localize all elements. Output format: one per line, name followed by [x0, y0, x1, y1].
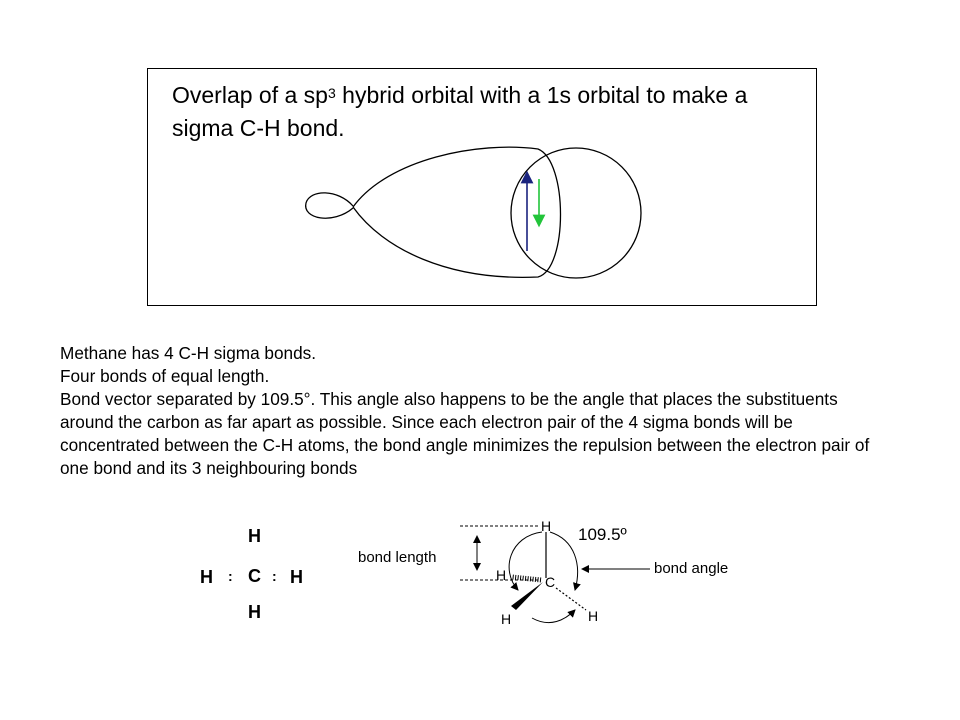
geometry-h-bottom-left: H — [501, 611, 512, 627]
angle-arrow-bottom — [532, 610, 575, 623]
angle-arrow-top-left — [509, 532, 542, 590]
title-superscript: 3 — [327, 85, 336, 101]
lewis-right-h: H — [290, 567, 303, 587]
lewis-left-h: H — [200, 567, 213, 587]
lewis-top-h: H — [248, 526, 261, 546]
lewis-left-bond-dots: : — [228, 568, 232, 584]
geometry-h-bottom-right: H — [588, 608, 599, 624]
explanation-line1: Methane has 4 C-H sigma bonds. — [60, 343, 317, 363]
bond-c-h-wedge — [511, 582, 543, 610]
explanation-paragraph: Bond vector separated by 109.5°. This angle also happens to be the angle that places the substituents around the carbon as far apart as possible. Since each electron pair of the 4 sigma bonds will be concentrated between the C-H atoms, the bond angle minimizes the repulsion between the electron pair of one bond and its 3 neighbouring bonds — [60, 389, 870, 478]
geometry-h-top: H — [541, 518, 552, 534]
geometry-h-left: H — [496, 567, 507, 583]
sp3-small-lobe — [306, 193, 353, 218]
title-line1-post: hybrid orbital with a 1s orbital to make a — [335, 82, 748, 108]
bond-length-label: bond length — [358, 549, 437, 566]
title-line2: sigma C-H bond. — [172, 115, 345, 141]
tetrahedral-geometry-diagram — [350, 510, 770, 635]
lewis-carbon: C — [248, 566, 261, 586]
orbital-figure-title — [172, 79, 812, 145]
lewis-dot-structure — [190, 520, 330, 630]
geometry-carbon: C — [545, 574, 556, 590]
lewis-bottom-h: H — [248, 602, 261, 622]
bond-c-h-right-dashed — [556, 588, 586, 610]
orbital-overlap-figure — [147, 68, 817, 306]
methane-explanation — [60, 342, 890, 480]
bond-angle-label: bond angle — [654, 560, 729, 577]
bond-angle-value: 109.5º — [578, 525, 627, 544]
1s-orbital-circle — [511, 148, 641, 278]
title-line1-pre: Overlap of a sp — [172, 82, 328, 108]
lewis-right-bond-dots: : — [272, 568, 276, 584]
explanation-line2: Four bonds of equal length. — [60, 366, 270, 386]
